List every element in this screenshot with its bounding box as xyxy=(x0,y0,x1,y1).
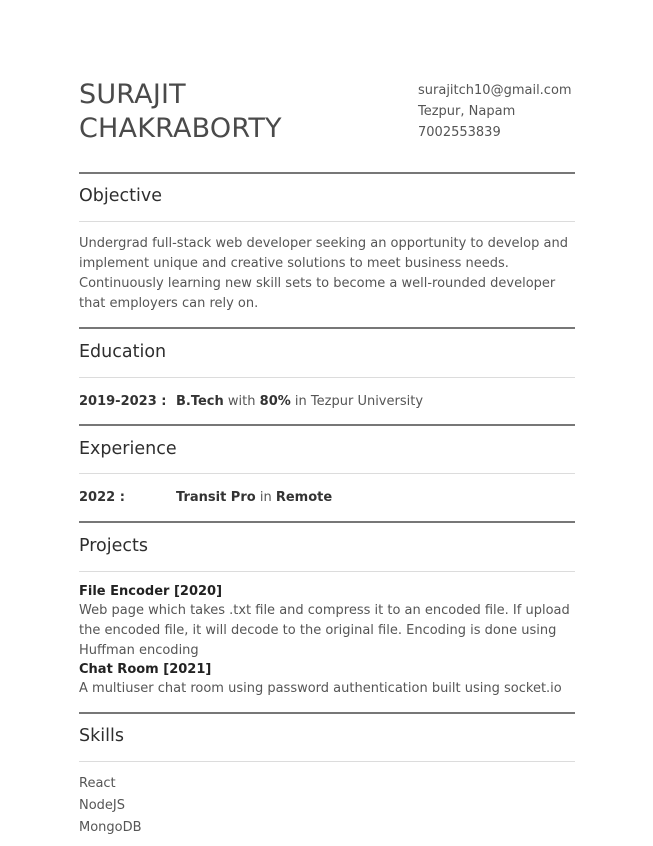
institution: Tezpur University xyxy=(310,394,424,409)
skills-heading: Skills xyxy=(79,726,124,746)
education-heading: Education xyxy=(79,342,167,362)
project-line: A multiuser chat room using password authentication built using socket.io xyxy=(79,681,562,696)
section-divider xyxy=(79,424,575,426)
experience-heading: Experience xyxy=(79,439,177,459)
section-divider xyxy=(79,521,575,523)
connector-text: in xyxy=(259,490,272,505)
heading-divider xyxy=(79,761,575,762)
project-line: Huffman encoding xyxy=(79,643,199,658)
objective-line: implement unique and creative solutions to meet business needs. xyxy=(79,256,509,271)
objective-line: Undergrad full-stack web developer seeking an opportunity to develop and xyxy=(79,236,568,251)
connector-text: in xyxy=(294,394,307,409)
heading-divider xyxy=(79,377,575,378)
skill-item: NodeJS xyxy=(79,798,126,813)
company: Transit Pro xyxy=(176,490,256,505)
skill-item: React xyxy=(79,776,116,791)
contact-info xyxy=(418,80,572,143)
heading-divider xyxy=(79,221,575,222)
experience-date: 2022 : xyxy=(79,490,125,505)
objective-line: Continuously learning new skill sets to become a well-rounded developer xyxy=(79,276,556,291)
email: surajitch10@gmail.com xyxy=(418,83,572,98)
full-name xyxy=(79,78,282,146)
experience-detail xyxy=(176,490,332,505)
first-name: SURAJIT xyxy=(79,79,186,110)
score: 80% xyxy=(259,394,291,409)
objective-line: that employers can rely on. xyxy=(79,296,259,311)
education-date: 2019-2023 : xyxy=(79,394,167,409)
project-line: the encoded file, it will decode to the original file. Encoding is done using xyxy=(79,623,557,638)
degree: B.Tech xyxy=(176,394,224,409)
heading-divider xyxy=(79,473,575,474)
skill-item: MongoDB xyxy=(79,820,142,835)
project-description xyxy=(79,679,579,699)
project-line: Web page which takes .txt file and compress it to an encoded file. If upload xyxy=(79,603,570,618)
heading-divider xyxy=(79,571,575,572)
section-divider xyxy=(79,327,575,329)
projects-heading: Projects xyxy=(79,536,148,556)
education-detail xyxy=(176,394,423,409)
connector-text: with xyxy=(227,394,256,409)
project-description xyxy=(79,601,579,661)
section-divider xyxy=(79,172,575,174)
phone: 7002553839 xyxy=(418,125,501,140)
objective-heading: Objective xyxy=(79,186,162,206)
location: Tezpur, Napam xyxy=(418,104,516,119)
last-name: CHAKRABORTY xyxy=(79,113,282,144)
objective-text xyxy=(79,234,579,314)
section-divider xyxy=(79,712,575,714)
project-title: File Encoder [2020] xyxy=(79,584,223,599)
work-location: Remote xyxy=(275,490,333,505)
project-title: Chat Room [2021] xyxy=(79,662,212,677)
